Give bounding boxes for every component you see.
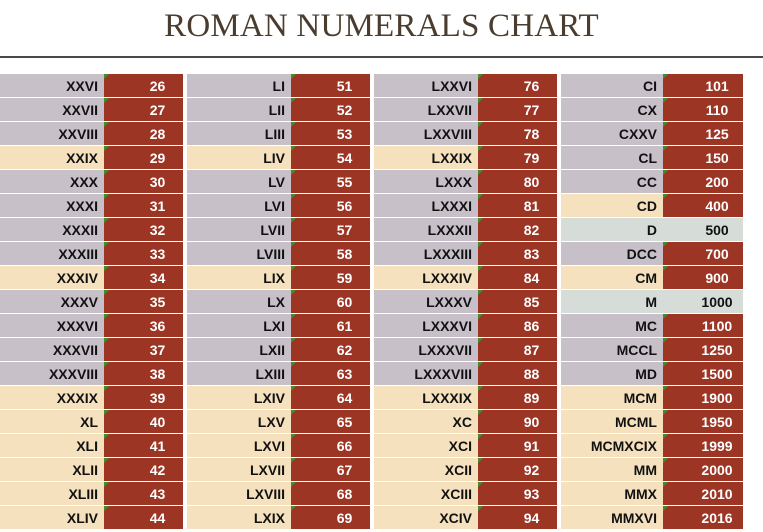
- number-value-cell: 93: [478, 482, 557, 506]
- table-row: [374, 482, 557, 506]
- roman-numeral-cell: LXXXVII: [374, 338, 478, 362]
- number-value-cell: 80: [478, 170, 557, 194]
- right-margin: [743, 146, 763, 170]
- number-value-cell: 87: [478, 338, 557, 362]
- roman-numeral-cell: XXXIII: [0, 242, 104, 266]
- roman-numeral-cell: LIV: [187, 146, 291, 170]
- roman-numeral-cell: LXVIII: [187, 482, 291, 506]
- table-row: [187, 242, 370, 266]
- table-row: [187, 98, 370, 122]
- table-row: [374, 266, 557, 290]
- roman-numeral-cell: LXXIX: [374, 146, 478, 170]
- number-value-cell: 83: [478, 242, 557, 266]
- number-value-cell: 2000: [663, 458, 743, 482]
- table-row: [187, 74, 370, 98]
- number-value-cell: 77: [478, 98, 557, 122]
- roman-numeral-cell: XXXII: [0, 218, 104, 242]
- roman-numeral-cell: CD: [561, 194, 663, 218]
- number-value-cell: 44: [104, 506, 183, 530]
- table-row: [374, 410, 557, 434]
- table-row: [187, 194, 370, 218]
- number-value-cell: 29: [104, 146, 183, 170]
- roman-numeral-cell: MCMXCIX: [561, 434, 663, 458]
- roman-numeral-cell: LXXX: [374, 170, 478, 194]
- number-value-cell: 900: [663, 266, 743, 290]
- number-value-cell: 79: [478, 146, 557, 170]
- table-row: [374, 338, 557, 362]
- number-value-cell: 36: [104, 314, 183, 338]
- table-row: [374, 362, 557, 386]
- number-value-cell: 65: [291, 410, 370, 434]
- roman-numeral-cell: MMX: [561, 482, 663, 506]
- roman-numeral-cell: XXXVII: [0, 338, 104, 362]
- roman-numeral-cell: XLII: [0, 458, 104, 482]
- number-value-cell: 78: [478, 122, 557, 146]
- roman-numeral-cell: MMXVI: [561, 506, 663, 530]
- roman-numeral-cell: CXXV: [561, 122, 663, 146]
- table-row: [374, 506, 557, 530]
- number-value-cell: 76: [478, 74, 557, 98]
- page-title: ROMAN NUMERALS CHART: [164, 8, 599, 44]
- roman-numeral-cell: XXX: [0, 170, 104, 194]
- table-row: [187, 218, 370, 242]
- roman-numeral-cell: LXXXII: [374, 218, 478, 242]
- number-value-cell: 66: [291, 434, 370, 458]
- roman-numeral-cell: LVIII: [187, 242, 291, 266]
- roman-numeral-cell: CI: [561, 74, 663, 98]
- number-value-cell: 1999: [663, 434, 743, 458]
- table-row: [374, 146, 557, 170]
- right-margin: [743, 290, 763, 314]
- roman-numeral-cell: MCML: [561, 410, 663, 434]
- roman-numeral-cell: XXXI: [0, 194, 104, 218]
- roman-numeral-cell: XLI: [0, 434, 104, 458]
- right-margin: [743, 98, 763, 122]
- number-value-cell: 38: [104, 362, 183, 386]
- number-value-cell: 39: [104, 386, 183, 410]
- number-value-cell: 41: [104, 434, 183, 458]
- number-value-cell: 85: [478, 290, 557, 314]
- roman-numeral-cell: CX: [561, 98, 663, 122]
- number-value-cell: 2016: [663, 506, 743, 530]
- right-margin: [743, 338, 763, 362]
- table-row: [374, 242, 557, 266]
- roman-numeral-cell: LIII: [187, 122, 291, 146]
- roman-numeral-cell: LXXXV: [374, 290, 478, 314]
- right-margin: [743, 122, 763, 146]
- number-value-cell: 400: [663, 194, 743, 218]
- roman-numeral-cell: XLIII: [0, 482, 104, 506]
- number-value-cell: 90: [478, 410, 557, 434]
- roman-numeral-cell: LXII: [187, 338, 291, 362]
- number-value-cell: 33: [104, 242, 183, 266]
- roman-numeral-cell: XXXVI: [0, 314, 104, 338]
- number-value-cell: 58: [291, 242, 370, 266]
- roman-numeral-cell: XLIV: [0, 506, 104, 530]
- number-value-cell: 84: [478, 266, 557, 290]
- roman-numerals-table: [0, 74, 763, 532]
- table-row: [187, 290, 370, 314]
- roman-numeral-cell: LXVI: [187, 434, 291, 458]
- right-margin: [743, 410, 763, 434]
- right-margin: [743, 506, 763, 530]
- number-value-cell: 31: [104, 194, 183, 218]
- table-row: [187, 266, 370, 290]
- number-value-cell: 63: [291, 362, 370, 386]
- table-row: [187, 386, 370, 410]
- right-margin: [743, 314, 763, 338]
- roman-numeral-cell: XL: [0, 410, 104, 434]
- roman-numeral-cell: LXIX: [187, 506, 291, 530]
- roman-numeral-cell: DCC: [561, 242, 663, 266]
- number-value-cell: 37: [104, 338, 183, 362]
- roman-numeral-cell: CC: [561, 170, 663, 194]
- roman-numeral-cell: LXXVI: [374, 74, 478, 98]
- right-margin: [743, 266, 763, 290]
- roman-numeral-cell: XXIX: [0, 146, 104, 170]
- number-value-cell: 91: [478, 434, 557, 458]
- right-margin: [743, 458, 763, 482]
- table-row: [187, 434, 370, 458]
- table-row: [187, 314, 370, 338]
- roman-numeral-cell: XCIV: [374, 506, 478, 530]
- number-value-cell: 81: [478, 194, 557, 218]
- table-row: [187, 146, 370, 170]
- roman-numeral-cell: LXXXVIII: [374, 362, 478, 386]
- number-value-cell: 32: [104, 218, 183, 242]
- roman-numeral-cell: MM: [561, 458, 663, 482]
- number-value-cell: 59: [291, 266, 370, 290]
- number-value-cell: 60: [291, 290, 370, 314]
- number-value-cell: 1500: [663, 362, 743, 386]
- roman-numeral-cell: XXXV: [0, 290, 104, 314]
- roman-numeral-cell: LXXVII: [374, 98, 478, 122]
- number-value-cell: 1100: [663, 314, 743, 338]
- table-row: [374, 194, 557, 218]
- table-row: [187, 338, 370, 362]
- number-value-cell: 86: [478, 314, 557, 338]
- number-value-cell: 35: [104, 290, 183, 314]
- number-value-cell: 30: [104, 170, 183, 194]
- number-value-cell: 125: [663, 122, 743, 146]
- number-value-cell: 43: [104, 482, 183, 506]
- roman-numeral-cell: LXXXVI: [374, 314, 478, 338]
- roman-numeral-cell: M: [561, 290, 663, 314]
- roman-numeral-cell: LVII: [187, 218, 291, 242]
- table-row: [374, 458, 557, 482]
- right-margin: [743, 482, 763, 506]
- table-row: [374, 98, 557, 122]
- roman-numeral-cell: XXVI: [0, 74, 104, 98]
- number-value-cell: 64: [291, 386, 370, 410]
- number-value-cell: 69: [291, 506, 370, 530]
- table-row: [187, 362, 370, 386]
- roman-numeral-cell: XC: [374, 410, 478, 434]
- number-value-cell: 89: [478, 386, 557, 410]
- number-value-cell: 1250: [663, 338, 743, 362]
- roman-numeral-cell: XCI: [374, 434, 478, 458]
- roman-numeral-cell: CM: [561, 266, 663, 290]
- table-row: [187, 170, 370, 194]
- number-value-cell: 42: [104, 458, 183, 482]
- number-value-cell: 40: [104, 410, 183, 434]
- roman-numeral-cell: LXXXIX: [374, 386, 478, 410]
- roman-numeral-cell: LX: [187, 290, 291, 314]
- number-value-cell: 57: [291, 218, 370, 242]
- number-value-cell: 200: [663, 170, 743, 194]
- roman-numeral-cell: MCM: [561, 386, 663, 410]
- number-value-cell: 2010: [663, 482, 743, 506]
- table-row: [374, 218, 557, 242]
- table-row: [187, 482, 370, 506]
- roman-numeral-cell: XXVII: [0, 98, 104, 122]
- roman-numeral-cell: XXXIX: [0, 386, 104, 410]
- roman-numeral-cell: MCCL: [561, 338, 663, 362]
- roman-numeral-cell: LVI: [187, 194, 291, 218]
- right-margin: [743, 194, 763, 218]
- roman-numeral-cell: LII: [187, 98, 291, 122]
- roman-numeral-cell: XXXIV: [0, 266, 104, 290]
- table-row: [187, 458, 370, 482]
- roman-numeral-cell: LXVII: [187, 458, 291, 482]
- number-value-cell: 53: [291, 122, 370, 146]
- number-value-cell: 62: [291, 338, 370, 362]
- table-row: [374, 290, 557, 314]
- roman-numeral-cell: CL: [561, 146, 663, 170]
- table-row: [374, 434, 557, 458]
- roman-numeral-cell: LXIV: [187, 386, 291, 410]
- right-margin: [743, 218, 763, 242]
- roman-numeral-cell: LXXXIII: [374, 242, 478, 266]
- roman-numeral-cell: LXI: [187, 314, 291, 338]
- number-value-cell: 700: [663, 242, 743, 266]
- number-value-cell: 101: [663, 74, 743, 98]
- roman-numeral-cell: LXIII: [187, 362, 291, 386]
- table-row: [187, 506, 370, 530]
- number-value-cell: 68: [291, 482, 370, 506]
- right-margin: [743, 242, 763, 266]
- roman-numeral-cell: XXXVIII: [0, 362, 104, 386]
- roman-numeral-cell: D: [561, 218, 663, 242]
- roman-numeral-cell: LXXXIV: [374, 266, 478, 290]
- number-value-cell: 51: [291, 74, 370, 98]
- number-value-cell: 82: [478, 218, 557, 242]
- roman-numeral-cell: XCIII: [374, 482, 478, 506]
- right-margin: [743, 170, 763, 194]
- right-margin: [743, 74, 763, 98]
- number-value-cell: 1000: [663, 290, 743, 314]
- number-value-cell: 27: [104, 98, 183, 122]
- table-row: [374, 122, 557, 146]
- number-value-cell: 88: [478, 362, 557, 386]
- number-value-cell: 26: [104, 74, 183, 98]
- roman-numeral-cell: MD: [561, 362, 663, 386]
- number-value-cell: 54: [291, 146, 370, 170]
- table-row: [374, 386, 557, 410]
- number-value-cell: 92: [478, 458, 557, 482]
- roman-numeral-cell: XCII: [374, 458, 478, 482]
- number-value-cell: 1900: [663, 386, 743, 410]
- right-margin: [743, 386, 763, 410]
- number-value-cell: 500: [663, 218, 743, 242]
- number-value-cell: 1950: [663, 410, 743, 434]
- number-value-cell: 94: [478, 506, 557, 530]
- number-value-cell: 61: [291, 314, 370, 338]
- number-value-cell: 34: [104, 266, 183, 290]
- roman-numeral-cell: LI: [187, 74, 291, 98]
- number-value-cell: 56: [291, 194, 370, 218]
- roman-numeral-cell: LV: [187, 170, 291, 194]
- number-value-cell: 28: [104, 122, 183, 146]
- roman-numeral-cell: XXVIII: [0, 122, 104, 146]
- number-value-cell: 110: [663, 98, 743, 122]
- table-row: [374, 314, 557, 338]
- number-value-cell: 67: [291, 458, 370, 482]
- table-row: [187, 410, 370, 434]
- right-margin: [743, 362, 763, 386]
- right-margin: [743, 434, 763, 458]
- roman-numeral-cell: LXV: [187, 410, 291, 434]
- roman-numeral-cell: LIX: [187, 266, 291, 290]
- roman-numeral-cell: LXXXI: [374, 194, 478, 218]
- number-value-cell: 55: [291, 170, 370, 194]
- title-divider: [0, 56, 763, 58]
- table-row: [374, 74, 557, 98]
- number-value-cell: 150: [663, 146, 743, 170]
- number-value-cell: 52: [291, 98, 370, 122]
- table-row: [187, 122, 370, 146]
- table-row: [374, 170, 557, 194]
- roman-numeral-cell: MC: [561, 314, 663, 338]
- roman-numeral-cell: LXXVIII: [374, 122, 478, 146]
